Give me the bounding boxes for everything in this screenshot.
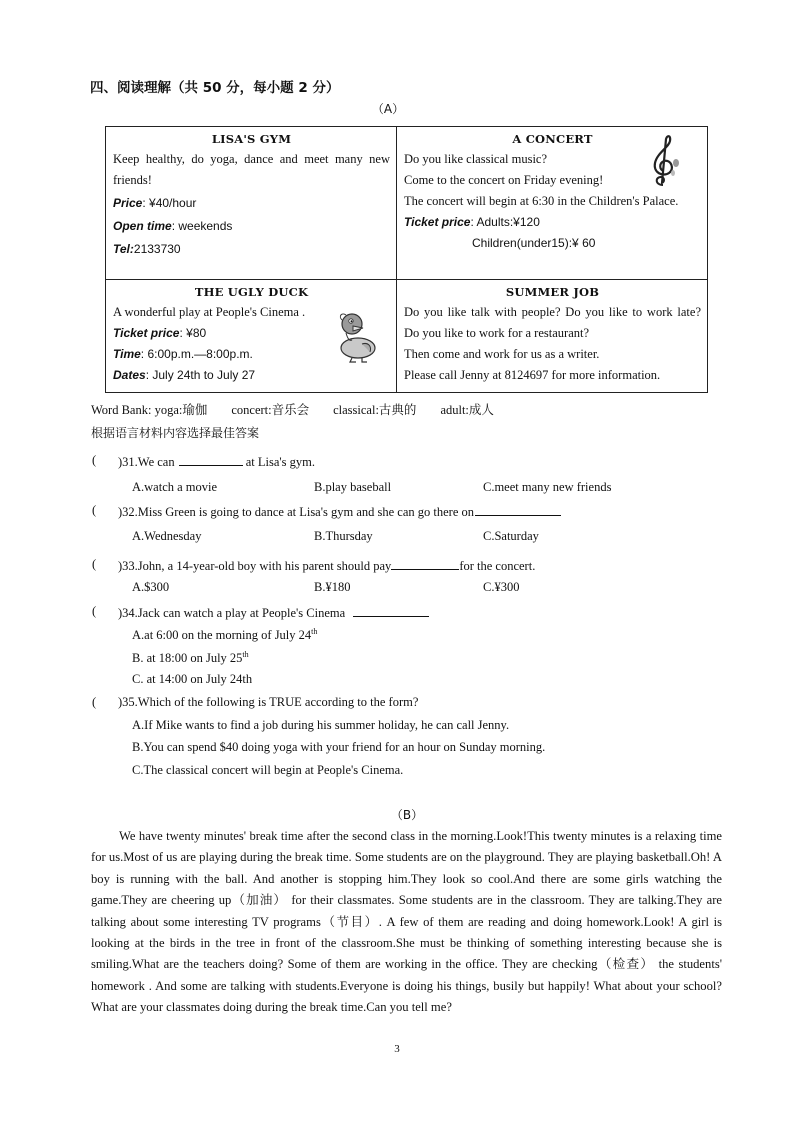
word-bank-concert: concert:音乐会: [231, 403, 310, 417]
q32-option-b[interactable]: B.Thursday: [314, 529, 373, 543]
word-bank-yoga: Word Bank: yoga:瑜伽: [91, 403, 208, 417]
q35-option-b[interactable]: B.You can spend $40 doing yoga with your friend for an hour on Sunday morning.: [132, 740, 546, 754]
ugly-duck-dates-label: Dates: [113, 368, 146, 382]
q31-option-b[interactable]: B.play baseball: [314, 480, 392, 494]
part-a-label: （A）: [371, 102, 405, 116]
q32-blank[interactable]: [475, 503, 561, 516]
part-b-label: （B）: [390, 808, 424, 822]
summer-job-ad: [397, 280, 708, 393]
q31-option-c[interactable]: C.meet many new friends: [483, 480, 612, 494]
gym-title: LISA'S GYM: [211, 132, 292, 146]
q32-stem: )32.Miss Green is going to dance at Lisa's gym and she can go there on: [118, 505, 474, 519]
q34-stem: )34.Jack can watch a play at People's Cinema: [118, 606, 346, 620]
q34-option-a[interactable]: [132, 627, 317, 643]
gym-tel-value: 2133730: [133, 242, 181, 256]
word-bank-classical: classical:古典的: [333, 403, 417, 417]
concert-ticket-label: Ticket price: [404, 215, 471, 229]
q34-text: [118, 604, 429, 621]
ugly-duck-ticket-value: : ¥80: [179, 326, 207, 340]
q31-stem-end: at Lisa's gym.: [242, 455, 315, 469]
word-bank-adult: adult:成人: [440, 403, 494, 417]
q35-paren: (: [92, 695, 97, 709]
gym-desc: Keep healthy, do yoga, dance and meet many new friends!: [113, 152, 390, 187]
gym-price-value: : ¥40/hour: [142, 196, 197, 210]
q31-option-a[interactable]: A.watch a movie: [132, 480, 218, 494]
gym-time-label: Open time: [113, 219, 172, 233]
gym-open-time: [113, 216, 390, 237]
q35-text: )35.Which of the following is TRUE according to the form?: [118, 695, 419, 709]
q31-blank[interactable]: [179, 453, 243, 466]
q32-option-a[interactable]: A.Wednesday: [132, 529, 202, 543]
ads-table: [105, 126, 708, 393]
q32-option-c[interactable]: C.Saturday: [483, 529, 539, 543]
passage-b: We have twenty minutes' break time after the second class in the morning.Look!This twenty minutes is a relaxing time for us.Most of us are playing during the break time. Some students are on the playground. They are playing basketball.Oh! A boy is running with the ball. And another is stopping him.They look so cool.And there are some girls watching the game.They are cheering up（加油） for their classmates. Some students are in the classroom. They are talking.They are talking about some interesting TV programs（节目）. A few of them are reading and doing homework.Look! A girl is looking at the birds in the tree in front of the classroom.She must be thinking of something interesting because she is smiling.What are the teachers doing? Some of them are working in the office. They are checking（检查） the students' homework . And some are talking with students.Everyone is doing his things, busily but happily! What about your school?What are your classmates doing during the break time.Can you tell me?: [91, 829, 722, 1015]
gym-price: [113, 193, 390, 214]
q34-option-a-sup: th: [311, 627, 318, 636]
ugly-duck-desc: A wonderful play at People's Cinema .: [113, 305, 306, 319]
q31-text: [118, 453, 315, 470]
section-title: 四、阅读理解（共 50 分，每小题 2 分）: [90, 80, 340, 96]
concert-line2: Come to the concert on Friday evening!: [404, 173, 604, 187]
q34-option-b[interactable]: [132, 650, 249, 666]
q34-option-c[interactable]: C. at 14:00 on July 24th: [132, 672, 253, 686]
q33-paren: (: [92, 557, 97, 571]
treble-clef-icon: [649, 133, 681, 189]
summer-job-line2: Then come and work for us as a writer.: [404, 347, 600, 361]
q33-stem-end: for the concert.: [459, 559, 536, 573]
concert-ad: [397, 127, 708, 280]
q31-paren: (: [92, 453, 97, 467]
duck-icon: [332, 308, 380, 364]
gym-time-value: : weekends: [171, 219, 233, 233]
ugly-duck-time-label: Time: [113, 347, 141, 361]
ugly-duck-title: THE UGLY DUCK: [194, 285, 309, 299]
q33-stem: )33.John, a 14-year-old boy with his parent should pay: [118, 559, 392, 573]
q34-option-a-text: A.at 6:00 on the morning of July 24: [132, 628, 312, 643]
q32-paren: (: [92, 503, 97, 517]
gym-price-label: Price: [113, 196, 143, 210]
gym-tel: [113, 239, 390, 260]
q35-option-c[interactable]: C.The classical concert will begin at People's Cinema.: [132, 763, 404, 777]
q35-option-a[interactable]: A.If Mike wants to find a job during his summer holiday, he can call Jenny.: [132, 718, 510, 732]
q33-text: [118, 557, 535, 574]
concert-line1: Do you like classical music?: [404, 152, 548, 166]
q33-option-b[interactable]: B.¥180: [314, 580, 351, 594]
q32-text: [118, 503, 561, 520]
gym-ad: [106, 127, 397, 280]
instruction: 根据语言材料内容选择最佳答案: [91, 426, 260, 440]
q33-option-a[interactable]: A.$300: [132, 580, 170, 594]
q34-blank[interactable]: [353, 604, 429, 617]
gym-tel-label: Tel:: [113, 242, 134, 256]
concert-line3: The concert will begin at 6:30 in the Children's Palace.: [404, 194, 679, 208]
ugly-duck-dates: [113, 365, 390, 386]
page-number: 3: [394, 1043, 400, 1055]
ugly-duck-time-value: : 6:00p.m.—8:00p.m.: [140, 347, 253, 361]
ugly-duck-ticket-label: Ticket price: [113, 326, 180, 340]
q33-blank[interactable]: [391, 557, 459, 570]
ugly-duck-ad: [106, 280, 397, 393]
q34-paren: (: [92, 604, 97, 618]
concert-ticket-adults: : Adults:¥120: [470, 215, 540, 229]
concert-ticket: [404, 212, 701, 233]
summer-job-line3: Please call Jenny at 8124697 for more information.: [404, 368, 661, 382]
summer-job-title: SUMMER JOB: [505, 285, 600, 299]
word-bank: [91, 400, 518, 418]
ugly-duck-dates-value: : July 24th to July 27: [145, 368, 256, 382]
q34-option-b-text: B. at 18:00 on July 25: [132, 651, 243, 666]
q31-stem: )31.We can: [118, 455, 175, 469]
concert-ticket-children: Children(under15):¥ 60: [472, 236, 596, 250]
q34-option-b-sup: th: [242, 650, 249, 659]
summer-job-line1: Do you like talk with people? Do you like to work late? Do you like to work for a restaurant?: [404, 305, 701, 340]
concert-title: A CONCERT: [512, 132, 593, 146]
q33-option-c[interactable]: C.¥300: [483, 580, 520, 594]
